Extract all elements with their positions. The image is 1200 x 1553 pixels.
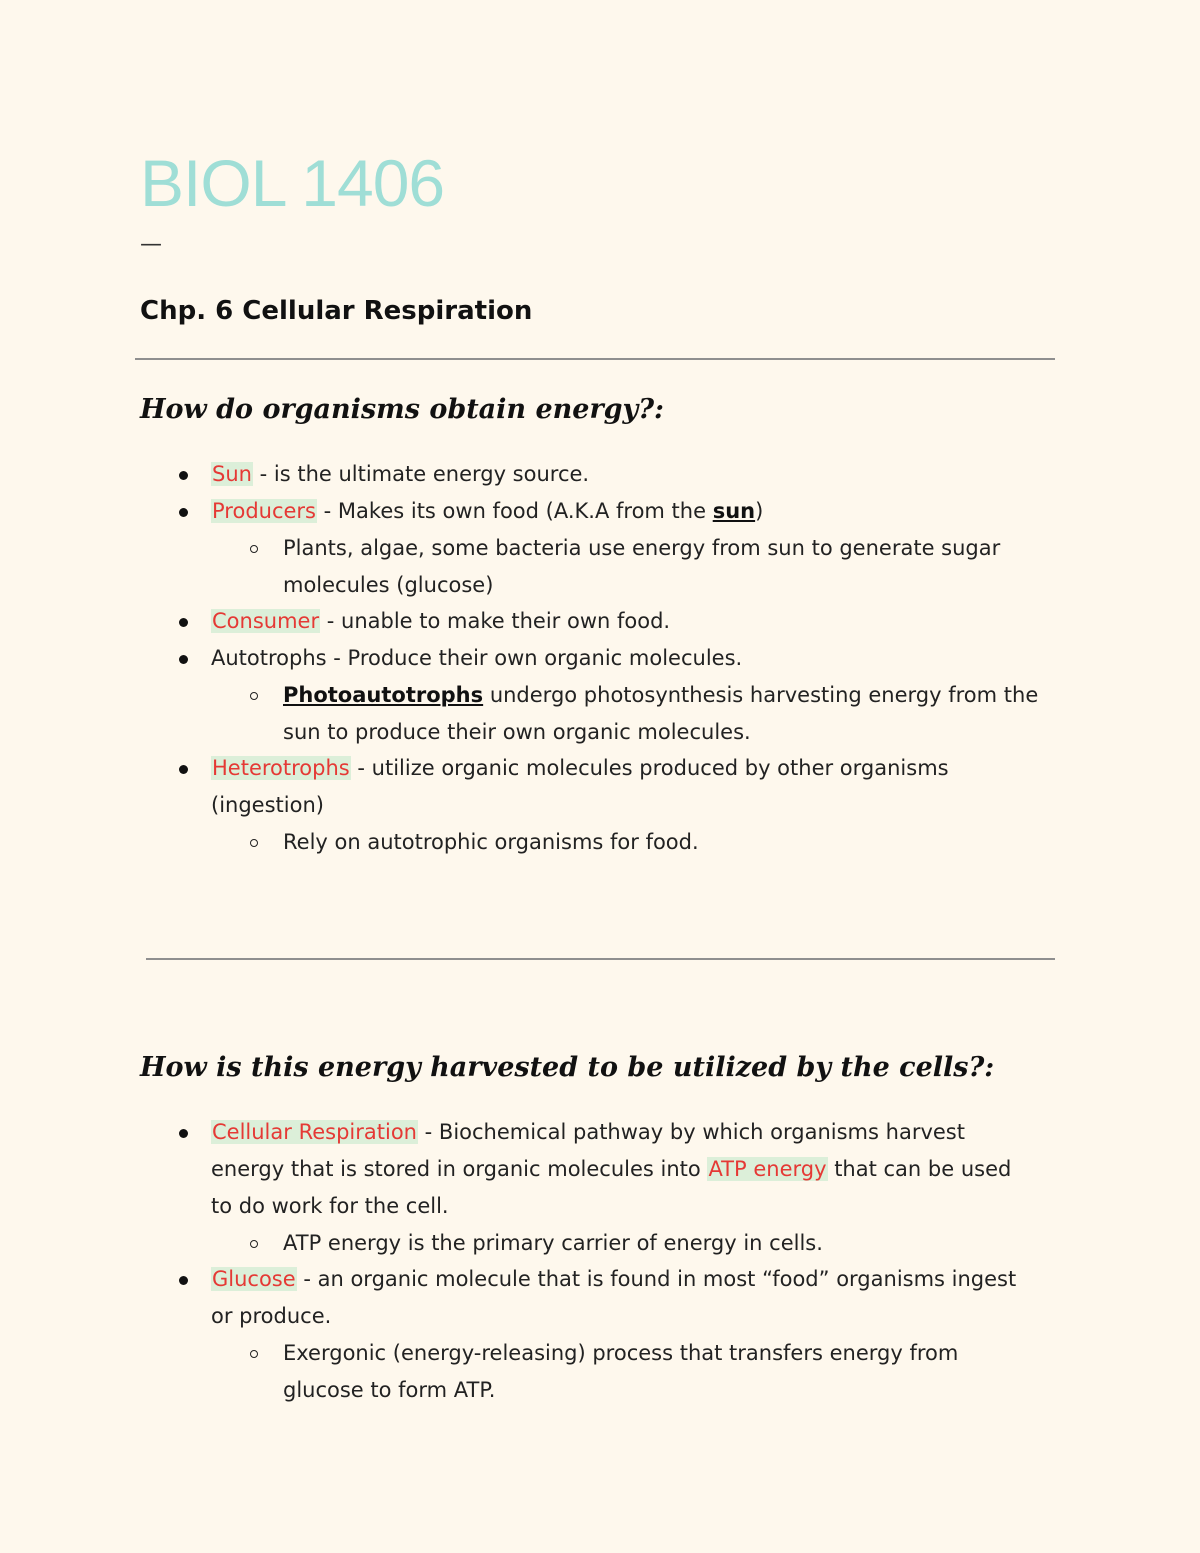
sub-item-photoautotrophs-cont: sun to produce their own organic molecules. bbox=[283, 720, 751, 744]
sub-item-rely: Rely on autotrophic organisms for food. bbox=[283, 830, 699, 854]
emph-sun: sun bbox=[712, 499, 756, 523]
list-item-producers bbox=[211, 493, 763, 530]
title-dash: — bbox=[140, 232, 162, 257]
sub-bullet-icon bbox=[250, 692, 258, 700]
bullet-icon bbox=[179, 1276, 188, 1285]
list-item-sun bbox=[211, 456, 589, 493]
sub-bullet-icon bbox=[250, 545, 258, 553]
sub-item-exergonic: Exergonic (energy-releasing) process that transfers energy from bbox=[283, 1341, 959, 1365]
divider-middle bbox=[146, 958, 1055, 960]
bullet-icon bbox=[179, 508, 188, 517]
chapter-title: Chp. 6 Cellular Respiration bbox=[140, 296, 533, 326]
list-item-consumer bbox=[211, 603, 670, 640]
sub-item-exergonic-cont: glucose to form ATP. bbox=[283, 1378, 496, 1402]
list-item-glucose bbox=[211, 1261, 1016, 1298]
item-text: energy that is stored in organic molecules into bbox=[211, 1157, 708, 1181]
list-item-glucose-cont: or produce. bbox=[211, 1304, 332, 1328]
term-producers: Producers bbox=[212, 499, 316, 523]
bullet-icon bbox=[179, 618, 188, 627]
list-item-autotrophs: Autotrophs - Produce their own organic molecules. bbox=[211, 646, 743, 670]
item-text: - an organic molecule that is found in most “food” organisms ingest bbox=[296, 1267, 1017, 1291]
item-text: - Makes its own food (A.K.A from the bbox=[317, 499, 713, 523]
sub-bullet-icon bbox=[250, 1350, 258, 1358]
section-heading-harvest: How is this energy harvested to be utilized by the cells?: bbox=[140, 1052, 995, 1083]
bullet-icon bbox=[179, 471, 188, 480]
term-glucose: Glucose bbox=[212, 1267, 296, 1291]
term-atp-energy: ATP energy bbox=[708, 1157, 827, 1181]
term-heterotrophs: Heterotrophs bbox=[212, 756, 350, 780]
sub-item-plants-cont: molecules (glucose) bbox=[283, 573, 494, 597]
sub-bullet-icon bbox=[250, 1240, 258, 1248]
list-item-heterotrophs bbox=[211, 750, 949, 787]
page-title: BIOL 1406 bbox=[140, 146, 445, 220]
bullet-icon bbox=[179, 655, 188, 664]
sub-bullet-icon bbox=[250, 839, 258, 847]
bullet-icon bbox=[179, 765, 188, 774]
item-text: - utilize organic molecules produced by other organisms bbox=[350, 756, 949, 780]
list-item-heterotrophs-cont: (ingestion) bbox=[211, 793, 324, 817]
emph-photoautotrophs: Photoautotrophs bbox=[283, 683, 484, 707]
item-text: - unable to make their own food. bbox=[320, 609, 671, 633]
item-text: that can be used bbox=[827, 1157, 1012, 1181]
item-tail: ) bbox=[755, 499, 764, 523]
item-text: - is the ultimate energy source. bbox=[252, 462, 590, 486]
sub-item-atp: ATP energy is the primary carrier of energy in cells. bbox=[283, 1231, 823, 1255]
list-item-cellular-respiration-cont2: to do work for the cell. bbox=[211, 1194, 449, 1218]
item-text: undergo photosynthesis harvesting energy from the bbox=[483, 683, 1039, 707]
divider-top bbox=[135, 358, 1055, 360]
bullet-icon bbox=[179, 1129, 188, 1138]
term-cellular-respiration: Cellular Respiration bbox=[212, 1120, 417, 1144]
term-consumer: Consumer bbox=[212, 609, 320, 633]
sub-item-photoautotrophs bbox=[283, 677, 1038, 714]
sub-item-plants: Plants, algae, some bacteria use energy from sun to generate sugar bbox=[283, 536, 1001, 560]
list-item-cellular-respiration bbox=[211, 1114, 965, 1151]
term-sun: Sun bbox=[212, 462, 252, 486]
list-item-cellular-respiration-cont bbox=[211, 1151, 1011, 1188]
section-heading-energy: How do organisms obtain energy?: bbox=[140, 394, 665, 425]
item-text: - Biochemical pathway by which organisms harvest bbox=[417, 1120, 965, 1144]
